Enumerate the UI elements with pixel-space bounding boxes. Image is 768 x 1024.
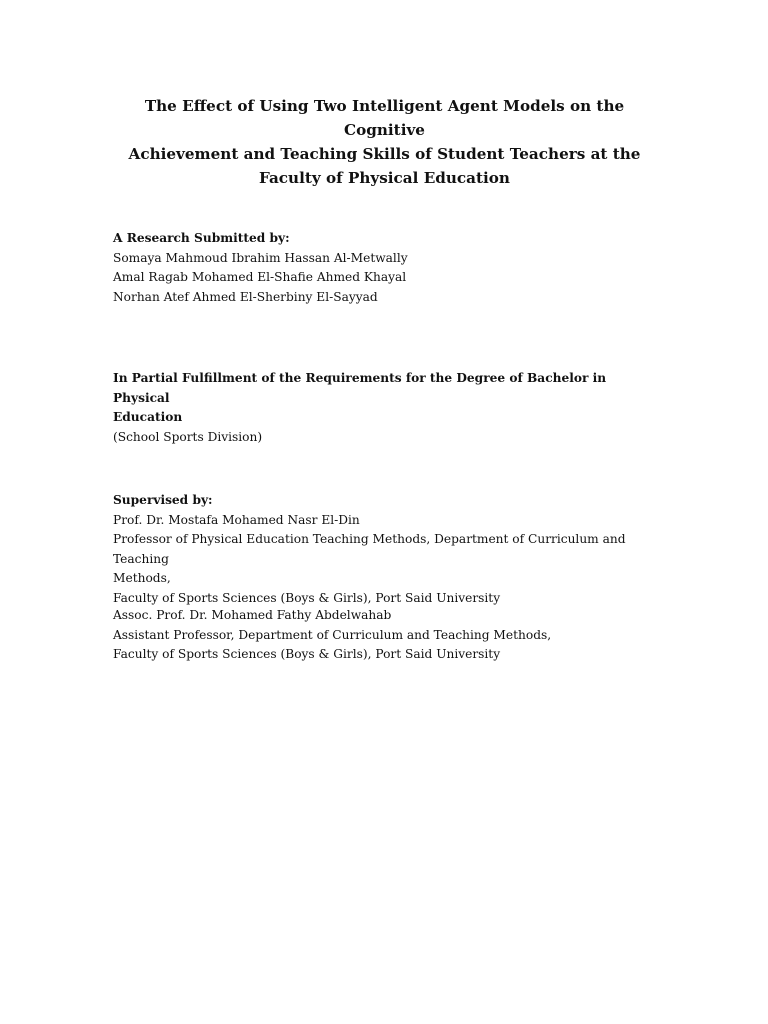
author-name: Norhan Atef Ahmed El-Sherbiny El-Sayyad (113, 289, 378, 304)
division-text: (School Sports Division) (113, 429, 263, 444)
supervisor-name: Assoc. Prof. Dr. Mohamed Fathy Abdelwahab (113, 608, 392, 622)
supervisor-position-line2: Methods, (113, 571, 171, 585)
document-title: The Effect of Using Two Intelligent Agent Models on the Cognitive Achievement and Teaching Skills of Student Teachers at the Faculty of Physical Education (128, 97, 641, 187)
supervisor-name: Prof. Dr. Mostafa Mohamed Nasr El-Din (113, 512, 360, 527)
supervisor-position: Assistant Professor, Department of Curriculum and Teaching Methods, (113, 627, 552, 642)
fulfillment-heading-line1: In Partial Fulfillment of the Requirements for the Degree of Bachelor in Physical (113, 371, 607, 405)
supervised-by-section (113, 491, 656, 608)
supervised-by-heading: Supervised by: (113, 493, 213, 507)
supervisor-position-line1: Professor of Physical Education Teaching Methods, Department of Curriculum and Teaching (113, 532, 626, 566)
fulfillment-heading-line2: Education (113, 410, 183, 424)
submitted-by-heading: A Research Submitted by: (113, 231, 290, 245)
supervisor-affiliation: Faculty of Sports Sciences (Boys & Girls), Port Said University (113, 590, 501, 605)
second-supervisor-section (113, 606, 656, 665)
submitted-by-section (113, 229, 656, 307)
author-name: Somaya Mahmoud Ibrahim Hassan Al-Metwally (113, 250, 408, 265)
author-name: Amal Ragab Mohamed El-Shafie Ahmed Khayal (113, 270, 407, 284)
fulfillment-section (113, 369, 656, 447)
supervisor-affiliation: Faculty of Sports Sciences (Boys & Girls), Port Said University (113, 647, 501, 661)
